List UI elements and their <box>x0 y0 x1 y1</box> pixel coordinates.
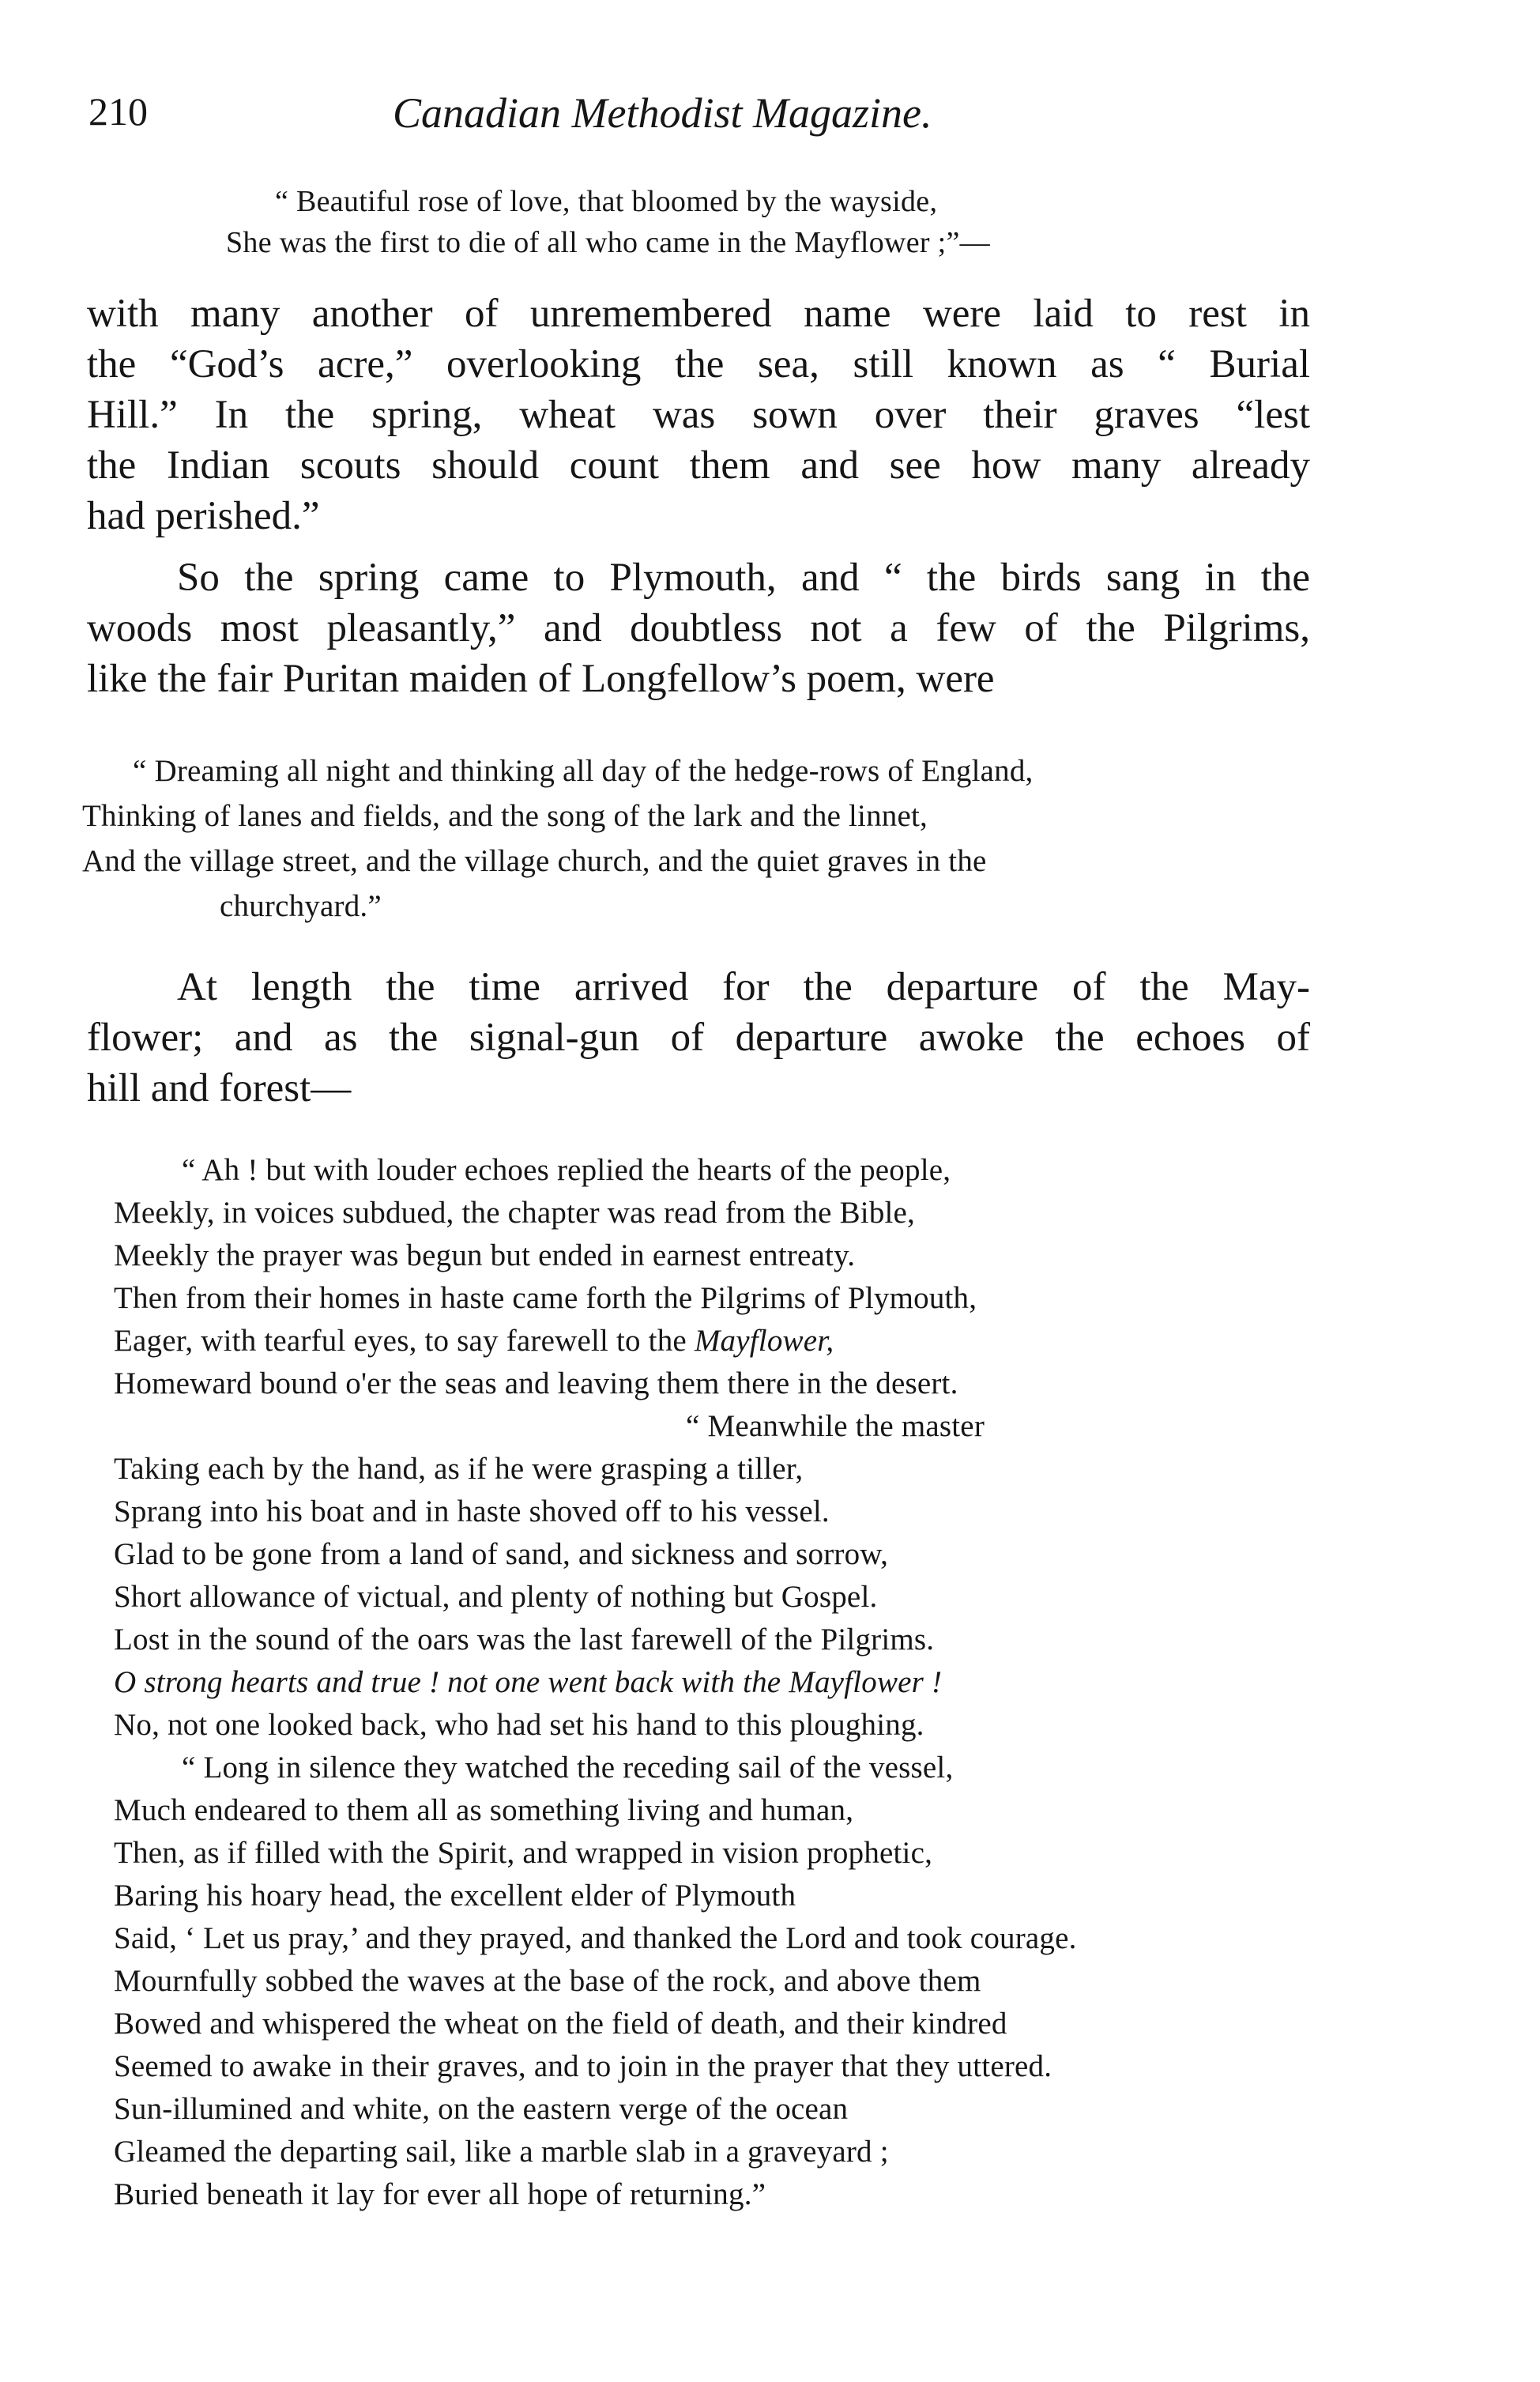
poem-line: “ Meanwhile the master <box>686 1409 985 1443</box>
prose-line: At length the time arrived for the departure of the May- <box>177 965 1310 1009</box>
poem-line: Taking each by the hand, as if he were grasping a tiller, <box>114 1452 804 1486</box>
prose-line: Hill.” In the spring, wheat was sown over their graves “lest <box>87 393 1310 437</box>
poem-line-italic: O strong hearts and true ! not one went back with the Mayflower ! <box>114 1665 943 1699</box>
poem-line: Homeward bound o'er the seas and leaving them there in the desert. <box>114 1366 958 1400</box>
prose-line: with many another of unremembered name were laid to rest in <box>87 292 1310 336</box>
verse-line: And the village street, and the village church, and the quiet graves in the <box>82 844 987 878</box>
poem-line: Short allowance of victual, and plenty of nothing but Gospel. <box>114 1580 878 1614</box>
poem-line: Meekly, in voices subdued, the chapter was read from the Bible, <box>114 1196 916 1230</box>
poem-line: Bowed and whispered the wheat on the field of death, and their kindred <box>114 2007 1007 2041</box>
poem-line: No, not one looked back, who had set his hand to this ploughing. <box>114 1708 924 1742</box>
prose-line: So the spring came to Plymouth, and “ the birds sang in the <box>177 556 1310 600</box>
page-number: 210 <box>88 89 148 134</box>
poem-line: Mournfully sobbed the waves at the base of the rock, and above them <box>114 1964 981 1998</box>
verse-line: Thinking of lanes and fields, and the song of the lark and the linnet, <box>82 799 928 833</box>
poem-line: Lost in the sound of the oars was the last farewell of the Pilgrims. <box>114 1623 935 1656</box>
poem-line: Seemed to awake in their graves, and to join in the prayer that they uttered. <box>114 2049 1052 2083</box>
prose-line: hill and forest— <box>87 1066 352 1110</box>
page-header <box>88 89 1321 152</box>
poem-line: Much endeared to them all as something living and human, <box>114 1793 854 1827</box>
verse-line: She was the first to die of all who came in the Mayflower ;”— <box>226 226 990 259</box>
poem-line: Gleamed the departing sail, like a marble slab in a graveyard ; <box>114 2135 889 2169</box>
poem-line: Then from their homes in haste came forth the Pilgrims of Plymouth, <box>114 1281 977 1315</box>
poem-line: Said, ‘ Let us pray,’ and they prayed, and thanked the Lord and took courage. <box>114 1921 1077 1955</box>
verse-line: churchyard.” <box>220 889 382 923</box>
verse-line: “ Dreaming all night and thinking all day of the hedge-rows of England, <box>133 754 1034 788</box>
poem-line: Meekly the prayer was begun but ended in earnest entreaty. <box>114 1238 856 1272</box>
poem-line: Buried beneath it lay for ever all hope of returning.” <box>114 2177 766 2211</box>
poem-line-text: Eager, with tearful eyes, to say farewell to the <box>114 1324 687 1358</box>
poem-line: Glad to be gone from a land of sand, and sickness and sorrow, <box>114 1537 889 1571</box>
prose-line: had perished.” <box>87 494 320 538</box>
prose-line: flower; and as the signal-gun of departure awoke the echoes of <box>87 1016 1310 1060</box>
poem-line: Sprang into his boat and in haste shoved off to his vessel. <box>114 1494 830 1528</box>
running-title: Canadian Methodist Magazine. <box>393 89 932 137</box>
poem-line: Sun-illumined and white, on the eastern verge of the ocean <box>114 2092 849 2126</box>
prose-line: like the fair Puritan maiden of Longfellow’s poem, were <box>87 657 995 701</box>
poem-line: “ Long in silence they watched the receding sail of the vessel, <box>182 1751 954 1785</box>
poem-line: Baring his hoary head, the excellent elder of Plymouth <box>114 1879 796 1913</box>
poem-line <box>114 1323 834 1359</box>
poem-line: “ Ah ! but with louder echoes replied the hearts of the people, <box>182 1153 951 1187</box>
poem-line: Then, as if filled with the Spirit, and wrapped in vision prophetic, <box>114 1836 933 1870</box>
ship-name-italic: Mayflower, <box>694 1324 834 1358</box>
verse-line: “ Beautiful rose of love, that bloomed by the wayside, <box>275 185 938 218</box>
prose-line: the “God’s acre,” overlooking the sea, still known as “ Burial <box>87 342 1310 386</box>
prose-line: the Indian scouts should count them and see how many already <box>87 443 1310 488</box>
prose-line: woods most pleasantly,” and doubtless not a few of the Pilgrims, <box>87 606 1310 650</box>
